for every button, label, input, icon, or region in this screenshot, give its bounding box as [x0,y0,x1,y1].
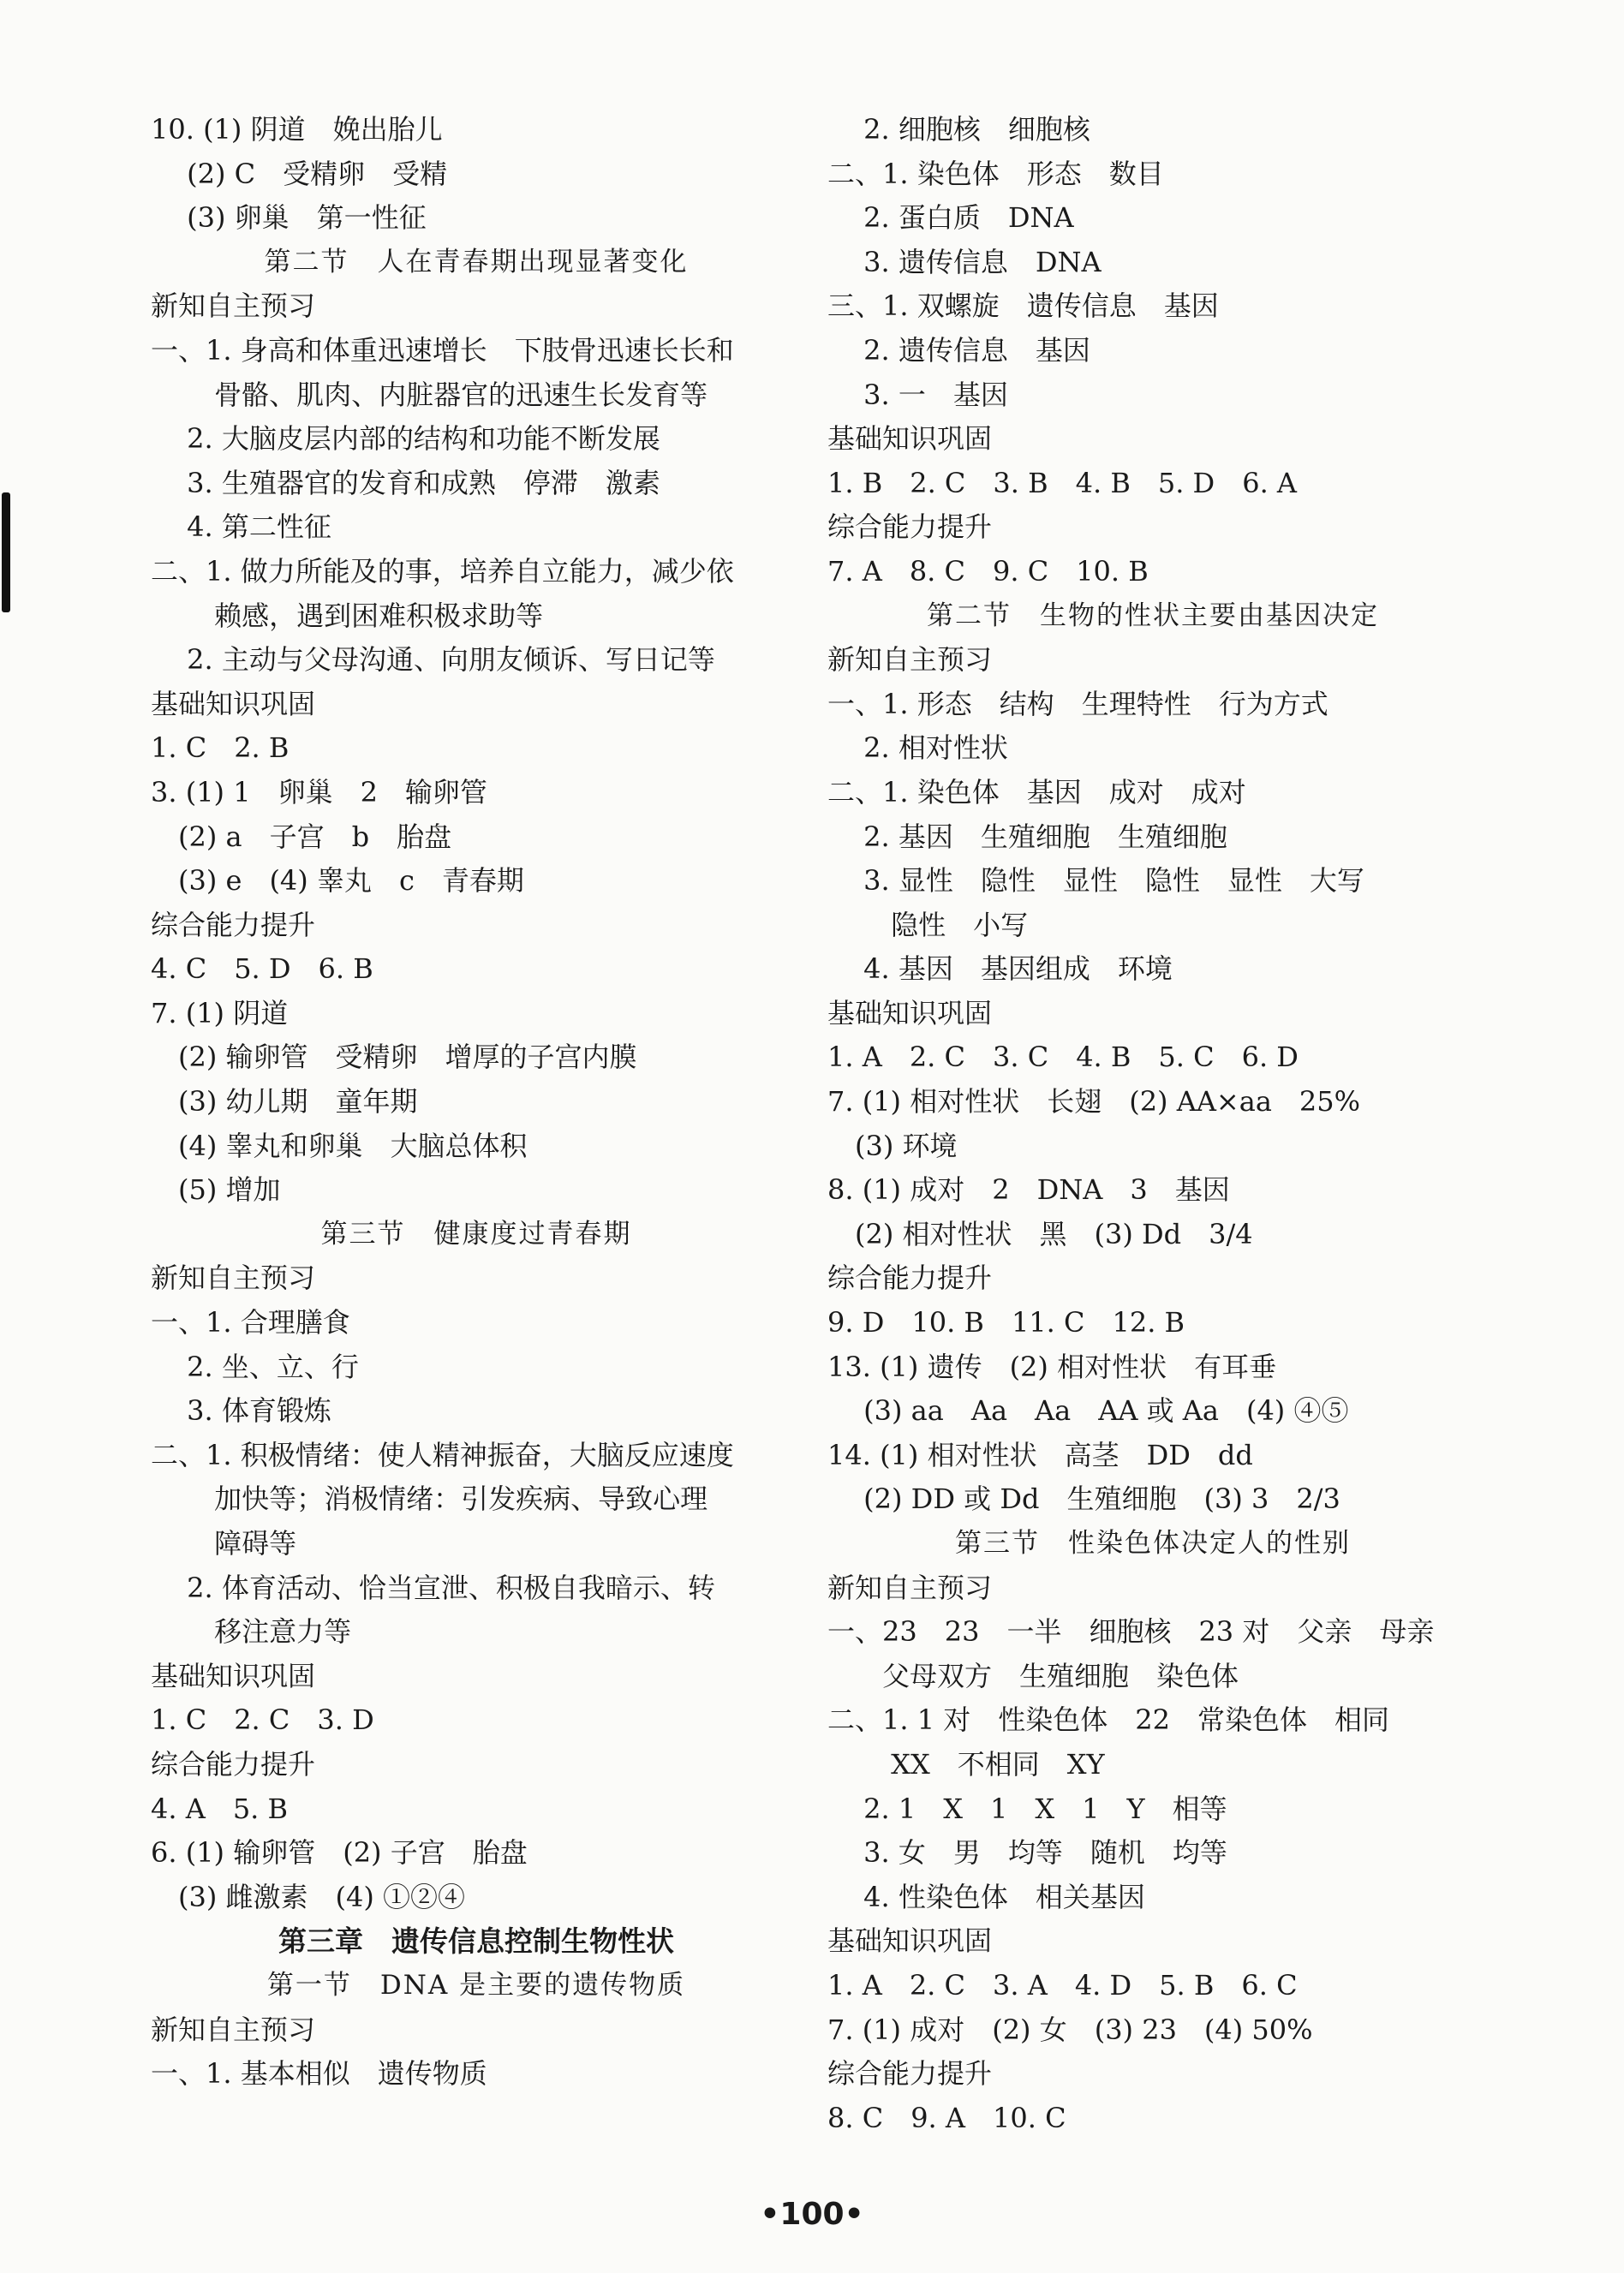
answer-line: 7. (1) 成对 (2) 女 (3) 23 (4) 50% [827,2013,1313,2046]
subsection-heading: 综合能力提升 [827,510,993,544]
answer-line: 4. C 5. D 6. B [151,952,373,986]
answer-line: 3. 体育锻炼 [151,1394,331,1428]
answer-line: 2. 相对性状 [827,731,1008,765]
answer-line: 父母双方 生殖细胞 染色体 [827,1659,1239,1692]
answer-line: 2. 细胞核 细胞核 [827,113,1090,146]
section-title: 第三节 健康度过青春期 [320,1218,632,1250]
subsection-heading: 综合能力提升 [827,2057,993,2091]
answer-line: 2. 体育活动、恰当宣泄、积极自我暗示、转 [151,1571,715,1604]
answer-line: 一、1. 基本相似 遗传物质 [151,2057,487,2091]
answer-line: 2. 遗传信息 基因 [827,333,1090,367]
answer-line: (2) 相对性状 黑 (3) Dd 3/4 [827,1217,1253,1250]
subsection-heading: 基础知识巩固 [827,996,993,1029]
subsection-heading: 新知自主预习 [827,643,993,677]
answer-line: 8. (1) 成对 2 DNA 3 基因 [827,1173,1230,1207]
subsection-heading: 基础知识巩固 [151,1659,316,1692]
answer-line: 3. 遗传信息 DNA [827,245,1102,278]
answer-line: 二、1. 积极情绪：使人精神振奋，大脑反应速度 [151,1438,734,1471]
answer-line: 7. (1) 相对性状 长翅 (2) AA×aa 25% [827,1085,1361,1119]
answer-line: 二、1. 1 对 性染色体 22 常染色体 相同 [827,1703,1389,1737]
answer-line: 4. 第二性征 [151,510,331,544]
subsection-heading: 新知自主预习 [151,289,316,323]
answer-line: 3. 女 男 均等 随机 均等 [827,1836,1227,1870]
answer-line: (2) a 子宫 b 胎盘 [151,820,452,853]
answer-line: 2. 主动与父母沟通、向朋友倾诉、写日记等 [151,643,715,677]
subsection-heading: 新知自主预习 [827,1571,993,1604]
answer-line: 骨骼、肌肉、内脏器官的迅速生长发育等 [151,378,708,411]
answer-line: 9. D 10. B 11. C 12. B [827,1306,1185,1339]
answer-line: 1. B 2. C 3. B 4. B 5. D 6. A [827,466,1298,499]
answer-line: 2. 坐、立、行 [151,1350,359,1383]
answer-line: XX 不相同 XY [827,1747,1105,1781]
answer-line: (3) 卵巢 第一性征 [151,201,427,235]
answer-line: 13. (1) 遗传 (2) 相对性状 有耳垂 [827,1350,1277,1383]
answer-line: 4. 性染色体 相关基因 [827,1880,1145,1913]
answer-line: 3. (1) 1 卵巢 2 输卵管 [151,775,487,808]
answer-line: 3. 显性 隐性 显性 隐性 显性 大写 [827,864,1364,898]
answer-line: (2) C 受精卵 受精 [151,157,448,190]
subsection-heading: 基础知识巩固 [827,1924,993,1958]
answer-line: 三、1. 双螺旋 遗传信息 基因 [827,289,1219,323]
subsection-heading: 新知自主预习 [151,1262,316,1295]
answer-line: (2) DD 或 Dd 生殖细胞 (3) 3 2/3 [827,1483,1340,1516]
answer-line: 二、1. 染色体 形态 数目 [827,157,1164,190]
right-column [827,108,1478,2140]
answer-line: 6. (1) 输卵管 (2) 子宫 胎盘 [151,1836,528,1870]
answer-line: 1. C 2. B [151,731,290,765]
answer-line: 一、23 23 一半 细胞核 23 对 父亲 母亲 [827,1615,1435,1649]
section-title: 第二节 生物的性状主要由基因决定 [927,600,1379,631]
answer-line: (3) e (4) 睾丸 c 青春期 [151,864,524,898]
answer-line: (2) 输卵管 受精卵 增厚的子宫内膜 [151,1041,637,1074]
page-number: •100• [760,2197,864,2232]
subsection-heading: 新知自主预习 [151,2013,316,2046]
answer-line: 移注意力等 [151,1615,352,1649]
answer-line: 2. 蛋白质 DNA [827,201,1074,235]
answer-line: 一、1. 身高和体重迅速增长 下肢骨迅速长长和 [151,333,734,367]
answer-line: 14. (1) 相对性状 高茎 DD dd [827,1438,1253,1471]
answer-line: (5) 增加 [151,1173,281,1207]
answer-line: 4. 基因 基因组成 环境 [827,952,1173,986]
answer-line: 加快等；消极情绪：引发疾病、导致心理 [151,1483,708,1516]
left-column [151,108,802,2097]
answer-line: 8. C 9. A 10. C [827,2101,1066,2134]
answer-line: 障碍等 [151,1527,297,1560]
answer-line: 二、1. 做力所能及的事，培养自立能力，减少依 [151,554,734,588]
answer-line: 2. 基因 生殖细胞 生殖细胞 [827,820,1227,853]
section-title: 第三节 性染色体决定人的性别 [955,1528,1351,1559]
answer-line: (3) aa Aa Aa AA 或 Aa (4) ④⑤ [827,1394,1349,1428]
subsection-heading: 基础知识巩固 [827,422,993,456]
answer-line: 1. C 2. C 3. D [151,1703,374,1737]
answer-line: 7. A 8. C 9. C 10. B [827,554,1149,588]
answer-line: 1. A 2. C 3. C 4. B 5. C 6. D [827,1041,1299,1074]
answer-line: (3) 幼儿期 童年期 [151,1085,418,1119]
answer-line: (4) 睾丸和卵巢 大脑总体积 [151,1129,528,1162]
answer-line: 二、1. 染色体 基因 成对 成对 [827,775,1246,808]
answer-line: 2. 1 X 1 X 1 Y 相等 [827,1792,1227,1825]
section-title: 第一节 DNA 是主要的遗传物质 [266,1969,686,2001]
subsection-heading: 综合能力提升 [151,908,316,941]
answer-line: 一、1. 形态 结构 生理特性 行为方式 [827,687,1328,720]
answer-line: 7. (1) 阴道 [151,996,289,1029]
answer-line: 2. 大脑皮层内部的结构和功能不断发展 [151,422,660,456]
section-title: 第二节 人在青春期出现显著变化 [264,246,689,277]
subsection-heading: 综合能力提升 [827,1262,993,1295]
answer-line: 一、1. 合理膳食 [151,1306,350,1339]
answer-line: (3) 雌激素 (4) ①②④ [151,1880,466,1913]
answer-line: 10. (1) 阴道 娩出胎儿 [151,113,443,146]
subsection-heading: 基础知识巩固 [151,687,316,720]
answer-line: 3. 生殖器官的发育和成熟 停滞 激素 [151,466,660,499]
subsection-heading: 综合能力提升 [151,1747,316,1781]
scan-edge-mark [2,492,10,612]
answer-line: 4. A 5. B [151,1792,289,1825]
answer-line: 1. A 2. C 3. A 4. D 5. B 6. C [827,1968,1298,2002]
answer-line: 隐性 小写 [827,908,1029,941]
answer-line: (3) 环境 [827,1129,958,1162]
answer-line: 赖感，遇到困难积极求助等 [151,599,544,632]
chapter-title: 第三章 遗传信息控制生物性状 [278,1924,674,1959]
answer-line: 3. 一 基因 [827,378,1008,411]
